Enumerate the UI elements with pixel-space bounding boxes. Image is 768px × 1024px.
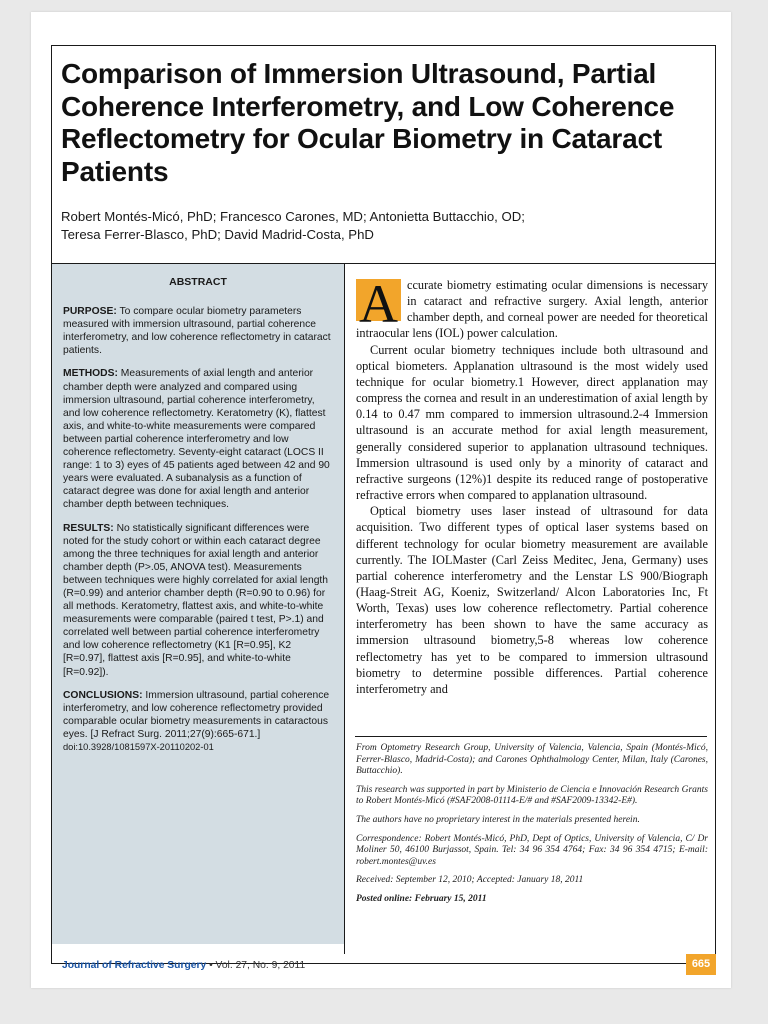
footer-issue: • Vol. 27, No. 9, 2011 — [206, 960, 306, 971]
interest-note: The authors have no proprietary interest in the materials presented herein. — [356, 814, 640, 825]
column-divider — [344, 264, 345, 954]
author-list — [61, 208, 701, 244]
abstract-purpose — [63, 305, 333, 357]
abstract-section-text: No statistically significant differences were noted for the study cohort or within each cataract degree among the three techniques for axial length and anterior chamber depth (P>.05, ANOVA test). Measurements between techniques were highly correlated for axial length (R=0.99) and anterior chamber depth (R=0.90 to 0.96) for all methods. Keratometry, flattest axis, and white-to-white measurements were comparable (paired t test, P>.1) and correlated well between partial coherence interferometry and low coherence reflectometry (K1 [R=0.95], K2 [R=0.97], flattest axis [R=0.95], and white-to-white [R=0.92]). — [63, 522, 329, 678]
footer-citation — [62, 960, 305, 971]
posted-note: Posted online: February 15, 2011 — [356, 893, 487, 904]
abstract-section-text: Measurements of axial length and anterior chamber depth were analyzed and compared using immersion ultrasound, partial coherence interferometry, and low coherence reflectometry. Keratometry (K), flattest axis, and white-to-white measurements were compared between partial coherence interferometry and low coherence reflectometry. Seventy-eight cataract (LOCS II range: 1 to 3) eyes of 45 patients aged between 42 and 90 years were evaluated. A subanalysis as a function of cataract degree was done for axial length and anterior chamber depth between techniques. — [63, 368, 330, 511]
abstract-methods — [63, 367, 333, 511]
article-body — [356, 274, 708, 697]
body-paragraph: Current ocular biometry techniques include both ultrasound and optical biometers. Applanation ultrasound is the most widely used technique for ocular biometry.1 However, direct applanation may compress the cornea and result in an underestimation of axial length by 0.14 to 0.47 mm compared to immersion ultrasound.2-4 Immersion ultrasound is an accurate method for axial length measurement, generally considered superior to applanation ultrasound techniques. Immersion ultrasound is used only by a minority of cataract and refractive surgeons (12%)1 despite its reduced range of postoperative refractive errors when compared to applanation ultrasound. — [356, 342, 708, 503]
abstract-section-label: RESULTS: — [63, 522, 114, 534]
abstract-section-label: PURPOSE: — [63, 306, 117, 318]
body-paragraph — [356, 274, 708, 342]
author-line: Teresa Ferrer-Blasco, PhD; David Madrid-Costa, PhD — [61, 227, 374, 242]
abstract-conclusions — [63, 689, 333, 741]
abstract-results — [63, 522, 333, 679]
footer-journal-name: Journal of Refractive Surgery — [62, 960, 207, 971]
author-line: Robert Montés-Micó, PhD; Francesco Carones, MD; Antonietta Buttacchio, OD; — [61, 209, 525, 224]
drop-cap: A — [356, 279, 401, 321]
notes-divider — [355, 736, 707, 737]
abstract-section-label: CONCLUSIONS: — [63, 689, 143, 701]
article-title: Comparison of Immersion Ultrasound, Partial Coherence Interferometry, and Low Coherence Reflectometry for Ocular Biometry in Cataract Patients — [61, 58, 675, 187]
doi-link[interactable]: doi:10.3928/1081597X-20110202-01 — [63, 742, 214, 752]
abstract-heading: ABSTRACT — [169, 276, 227, 288]
funding-note: This research was supported in part by Ministerio de Ciencia e Innovación Research Grants to Robert Montés-Micó (#SAF2008-01114-E/# and #SAF2009-13342-E#). — [356, 784, 708, 807]
body-paragraph-text: ccurate biometry estimating ocular dimensions is necessary in cataract and refractive surgery. Axial length, anterior chamber depth, and corneal power are needed for theoretical intraocular lens (IOL) power calculation. — [356, 278, 708, 341]
journal-page — [31, 12, 731, 988]
abstract-section-text: To compare ocular biometry parameters measured with immersion ultrasound, partial coherence interferometry, and low coherence reflectometry in cataract patients. — [63, 306, 331, 357]
page-number-badge: 665 — [686, 954, 716, 975]
affiliation-note: From Optometry Research Group, University of Valencia, Valencia, Spain (Montés-Micó, Ferrer-Blasco, Madrid-Costa); and Carones Ophthalmology Center, Milan, Italy (Carones, Buttacchio). — [356, 743, 708, 777]
dates-note: Received: September 12, 2010; Accepted: January 18, 2011 — [356, 875, 584, 886]
body-paragraph: Optical biometry uses laser instead of ultrasound for data acquisition. Two different types of optical laser systems based on different technology for ocular biometry measurement are available currently. The IOLMaster (Carl Zeiss Meditec, Jena, Germany) uses partial coherence interferometry and the Lenstar LS 900/Biograph (Haag-Streit AG, Koeniz, Switzerland/ Alcon Laboratories Inc, Ft Worth, Texas) uses low coherence reflectometry. Partial coherence interferometry has been shown to have the same accuracy as immersion ultrasound biometry,5-8 whereas low coherence reflectometry has yet to be compared to immersion ultrasound biometry to determine possible differences. Partial coherence interferometry and — [356, 504, 708, 696]
title-block — [61, 58, 701, 244]
abstract-section-label: METHODS: — [63, 368, 118, 380]
article-notes — [356, 743, 708, 913]
correspondence-note: Correspondence: Robert Montés-Micó, PhD, Dept of Optics, University of Valencia, C/ Dr Moliner 50, 46100 Burjassot, Spain. Tel: 34 96 354 4764; Fax: 34 96 354 4715; E-mail: robert.montes@uv.es — [356, 833, 708, 867]
abstract-panel — [52, 264, 344, 944]
abstract-section-text: Immersion ultrasound, partial coherence interferometry, and low coherence reflectometry provided comparable ocular biometry measurements in cataractous eyes. [J Refract Surg. 2011;27(9):665-671.] — [63, 689, 330, 740]
